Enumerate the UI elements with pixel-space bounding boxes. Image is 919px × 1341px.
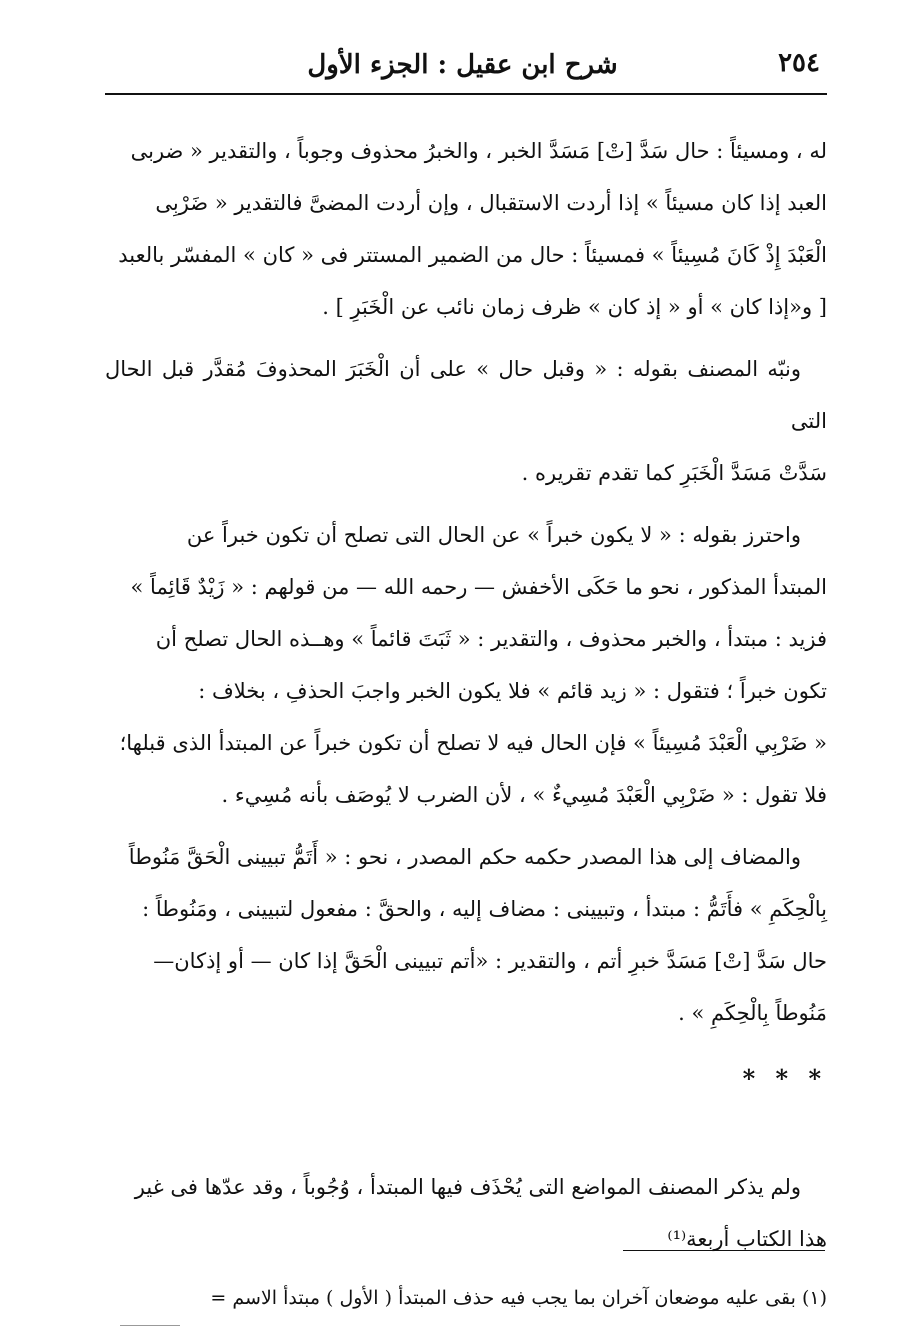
header-rule (105, 93, 827, 95)
text-line: « ضَرْبِي الْعَبْدَ مُسِيئاً » فإن الحال فيه لا تصلح أن تكون خبراً عن المبتدأ الذى قبلها؛ (119, 731, 827, 755)
text-line: سَدَّتْ مَسَدَّ الْخَبَرِ كما تقدم تقريره . (521, 461, 827, 485)
footnote-rule (623, 1250, 825, 1251)
text-line: فزيد : مبتدأ ، والخبر محذوف ، والتقدير : « ثَبَتَ قائماً » وهــذه الحال تصلح أن (155, 627, 827, 651)
text-line: له ، ومسيئاً : حال سَدَّ [تْ] مَسَدَّ الخبر ، والخبرُ محذوف وجوباً ، والتقدير « ضربى (130, 139, 827, 163)
text-line: هذا الكتاب أربعة⁽¹⁾ (667, 1227, 827, 1251)
text-line: ولم يذكر المصنف المواضع التى يُحْذَف فيها المبتدأ ، وُجُوباً ، وقد عدّها فى غير (134, 1175, 801, 1199)
text-line: حال سَدَّ [تْ] مَسَدَّ خبرِ أتم ، والتقدير : «أتم تبيينى الْحَقَّ إذا كان — أو إذكان— (153, 949, 827, 973)
page-header (105, 44, 820, 84)
footnote-underline (120, 1325, 180, 1326)
text-line: والمضاف إلى هذا المصدر حكمه حكم المصدر ، نحو : « أَتَمُّ تبيينى الْحَقَّ مَنُوطاً (128, 845, 801, 869)
paragraph-2 (105, 343, 827, 499)
section-separator: * * * (742, 1064, 827, 1093)
main-text (105, 125, 827, 1265)
paragraph-1 (105, 125, 827, 333)
text-line: ونبّه المصنف بقوله : « وقبل حال » على أن الْخَبَرَ المحذوفَ مُقدَّر قبل الحال التى (105, 357, 827, 433)
text-line: [ و«إذا كان » أو « إذ كان » ظرف زمان نائب عن الْخَبَرِ ] . (322, 295, 827, 319)
text-line: الْعَبْدَ إِذْ كَانَ مُسِيئاً » فمسيئاً : حال من الضمير المستتر فى « كان » المفسّر بالعبد (118, 243, 827, 267)
text-line: مَنُوطاً بِالْحِكَمِ » . (678, 1001, 827, 1025)
footnote: (١) بقى عليه موضعان آخران بما يجب فيه حذف المبتدأ ( الأول ) مبتدأ الاسم = (210, 1287, 827, 1309)
paragraph-4 (105, 831, 827, 1039)
text-line: العبد إذا كان مسيئاً » إذا أردت الاستقبال ، وإن أردت المضىَّ فالتقدير « ضَرْبِى (155, 191, 827, 215)
paragraph-3 (105, 509, 827, 821)
running-title: شرح ابن عقيل : الجزء الأول (307, 50, 618, 80)
text-line: المبتدأ المذكور ، نحو ما حَكَى الأخفش — رحمه الله — من قولهم : « زَيْدٌ قَائِماً » (130, 575, 827, 599)
text-line: تكون خبراً ؛ فتقول : « زيد قائم » فلا يكون الخبر واجبَ الحذفِ ، بخلاف : (198, 679, 827, 703)
text-line: فلا تقول : « ضَرْبِي الْعَبْدَ مُسِيءٌ » ، لأن الضرب لا يُوصَف بأنه مُسِيء . (221, 783, 827, 807)
page-number: ٢٥٤ (778, 48, 820, 78)
text-line: واحترز بقوله : « لا يكون خبراً » عن الحال التى تصلح أن تكون خبراً عن (186, 523, 801, 547)
text-line: بِالْحِكَمِ » فأَتَمُّ : مبتدأ ، وتبيينى : مضاف إليه ، والحقَّ : مفعول لتبيينى ، ومَنُوطاً : (142, 897, 827, 921)
